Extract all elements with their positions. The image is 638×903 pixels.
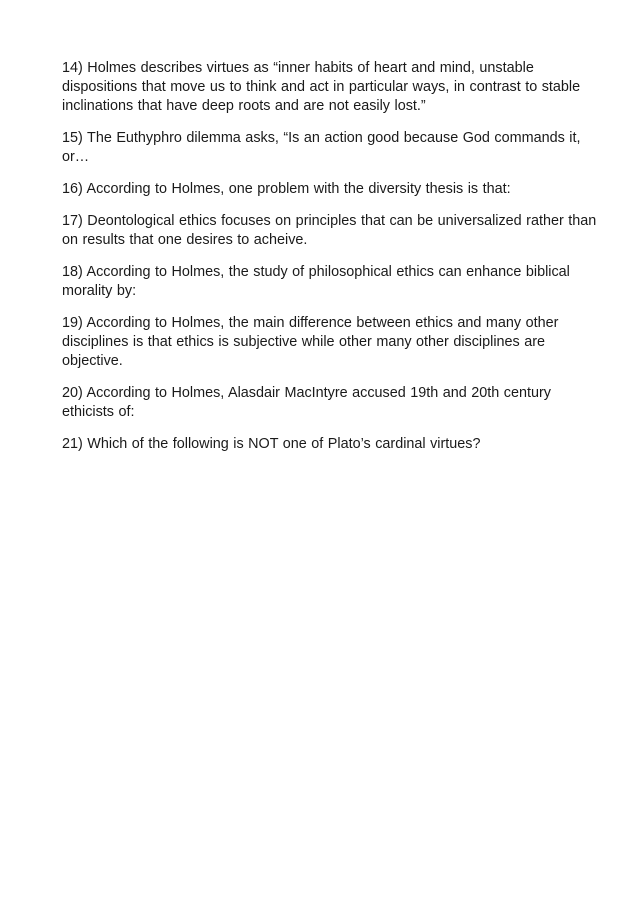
question-20: 20) According to Holmes, Alasdair MacIntyre accused 19th and 20th century ethicists of: xyxy=(62,385,551,420)
question-19: 19) According to Holmes, the main difference between ethics and many other disciplines is that ethics is subjective while other many other disciplines are objective. xyxy=(62,315,559,369)
question-21: 21) Which of the following is NOT one of Plato’s cardinal virtues? xyxy=(62,436,481,452)
question-14: 14) Holmes describes virtues as “inner habits of heart and mind, unstable dispositions that move us to think and act in particular ways, in contrast to stable inclinations that have deep roots and are not easily lost.” xyxy=(62,60,581,114)
question-16: 16) According to Holmes, one problem with the diversity thesis is that: xyxy=(62,181,511,197)
question-18: 18) According to Holmes, the study of philosophical ethics can enhance biblical morality by: xyxy=(62,264,570,299)
question-15: 15) The Euthyphro dilemma asks, “Is an action good because God commands it, or… xyxy=(62,130,581,165)
question-17: 17) Deontological ethics focuses on principles that can be universalized rather than on results that one desires to acheive. xyxy=(62,213,597,248)
document-page xyxy=(62,59,602,467)
